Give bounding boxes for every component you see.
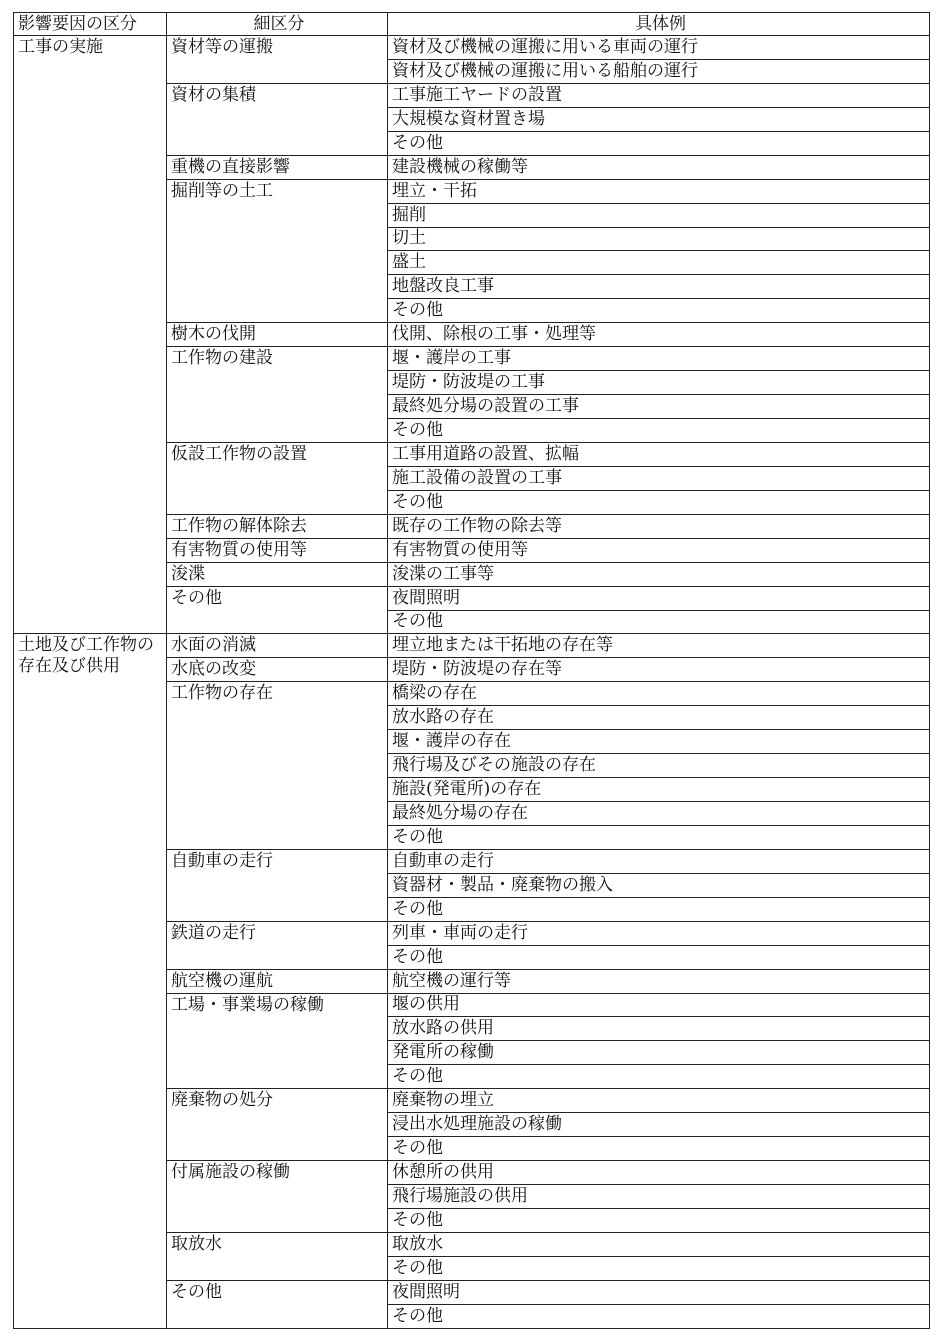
example-cell: 資材及び機械の運搬に用いる車両の運行 — [388, 36, 930, 60]
impact-factor-table — [13, 12, 930, 1329]
example-cell: 放水路の供用 — [388, 1017, 930, 1041]
subcategory-cell: 資材等の運搬 — [167, 36, 388, 84]
example-cell: 盛土 — [388, 251, 930, 275]
example-cell: その他 — [388, 419, 930, 443]
example-cell: 発電所の稼働 — [388, 1041, 930, 1065]
example-cell: 夜間照明 — [388, 1280, 930, 1304]
header-category: 影響要因の区分 — [14, 13, 167, 36]
subcategory-cell: その他 — [167, 586, 388, 634]
example-cell: その他 — [388, 1304, 930, 1328]
header-subcategory: 細区分 — [167, 13, 388, 36]
example-cell: 列車・車両の走行 — [388, 921, 930, 945]
subcategory-cell: 重機の直接影響 — [167, 155, 388, 179]
example-cell: 堰・護岸の工事 — [388, 347, 930, 371]
example-cell: 資材及び機械の運搬に用いる船舶の運行 — [388, 59, 930, 83]
example-cell: 埋立・干拓 — [388, 179, 930, 203]
example-cell: 建設機械の稼働等 — [388, 155, 930, 179]
example-cell: 堰の供用 — [388, 993, 930, 1017]
example-cell: その他 — [388, 1137, 930, 1161]
example-cell: その他 — [388, 610, 930, 634]
example-cell: 浸出水処理施設の稼働 — [388, 1113, 930, 1137]
example-cell: 最終処分場の存在 — [388, 802, 930, 826]
example-cell: その他 — [388, 131, 930, 155]
table-body — [14, 36, 930, 1329]
table-row — [14, 36, 930, 60]
example-cell: その他 — [388, 945, 930, 969]
example-cell: 施工設備の設置の工事 — [388, 466, 930, 490]
example-cell: その他 — [388, 897, 930, 921]
example-cell: その他 — [388, 1065, 930, 1089]
example-cell: 休憩所の供用 — [388, 1161, 930, 1185]
example-cell: 工事施工ヤードの設置 — [388, 83, 930, 107]
example-cell: 取放水 — [388, 1232, 930, 1256]
category-cell: 土地及び工作物の存在及び供用 — [14, 634, 167, 1329]
example-cell: 地盤改良工事 — [388, 275, 930, 299]
example-cell: その他 — [388, 299, 930, 323]
subcategory-cell: 資材の集積 — [167, 83, 388, 155]
example-cell: 堰・護岸の存在 — [388, 730, 930, 754]
subcategory-cell: 水底の改変 — [167, 658, 388, 682]
example-cell: 航空機の運行等 — [388, 969, 930, 993]
example-cell: 資器材・製品・廃棄物の搬入 — [388, 873, 930, 897]
example-cell: 既存の工作物の除去等 — [388, 514, 930, 538]
subcategory-cell: 水面の消滅 — [167, 634, 388, 658]
example-cell: その他 — [388, 1256, 930, 1280]
example-cell: 大規模な資材置き場 — [388, 107, 930, 131]
example-cell: その他 — [388, 825, 930, 849]
example-cell: 有害物質の使用等 — [388, 538, 930, 562]
subcategory-cell: 浚渫 — [167, 562, 388, 586]
example-cell: 浚渫の工事等 — [388, 562, 930, 586]
category-cell: 工事の実施 — [14, 36, 167, 634]
example-cell: 埋立地または干拓地の存在等 — [388, 634, 930, 658]
example-cell: 伐開、除根の工事・処理等 — [388, 323, 930, 347]
example-cell: その他 — [388, 1208, 930, 1232]
subcategory-cell: 仮設工作物の設置 — [167, 442, 388, 514]
example-cell: 放水路の存在 — [388, 706, 930, 730]
example-cell: 飛行場及びその施設の存在 — [388, 754, 930, 778]
example-cell: その他 — [388, 490, 930, 514]
example-cell: 飛行場施設の供用 — [388, 1185, 930, 1209]
example-cell: 堤防・防波堤の工事 — [388, 371, 930, 395]
example-cell: 切土 — [388, 227, 930, 251]
subcategory-cell: 工作物の建設 — [167, 347, 388, 443]
example-cell: 施設(発電所)の存在 — [388, 778, 930, 802]
subcategory-cell: 樹木の伐開 — [167, 323, 388, 347]
subcategory-cell: 付属施設の稼働 — [167, 1161, 388, 1233]
subcategory-cell: 廃棄物の処分 — [167, 1089, 388, 1161]
example-cell: 夜間照明 — [388, 586, 930, 610]
example-cell: 堤防・防波堤の存在等 — [388, 658, 930, 682]
example-cell: 橋梁の存在 — [388, 682, 930, 706]
subcategory-cell: 掘削等の土工 — [167, 179, 388, 323]
subcategory-cell: 工場・事業場の稼働 — [167, 993, 388, 1089]
table-row — [14, 634, 930, 658]
example-cell: 工事用道路の設置、拡幅 — [388, 442, 930, 466]
subcategory-cell: 自動車の走行 — [167, 849, 388, 921]
example-cell: 廃棄物の埋立 — [388, 1089, 930, 1113]
example-cell: 自動車の走行 — [388, 849, 930, 873]
subcategory-cell: 航空機の運航 — [167, 969, 388, 993]
example-cell: 最終処分場の設置の工事 — [388, 395, 930, 419]
header-examples: 具体例 — [388, 13, 930, 36]
subcategory-cell: その他 — [167, 1280, 388, 1328]
subcategory-cell: 有害物質の使用等 — [167, 538, 388, 562]
subcategory-cell: 取放水 — [167, 1232, 388, 1280]
example-cell: 掘削 — [388, 203, 930, 227]
subcategory-cell: 工作物の存在 — [167, 682, 388, 850]
header-row — [14, 13, 930, 36]
subcategory-cell: 工作物の解体除去 — [167, 514, 388, 538]
subcategory-cell: 鉄道の走行 — [167, 921, 388, 969]
